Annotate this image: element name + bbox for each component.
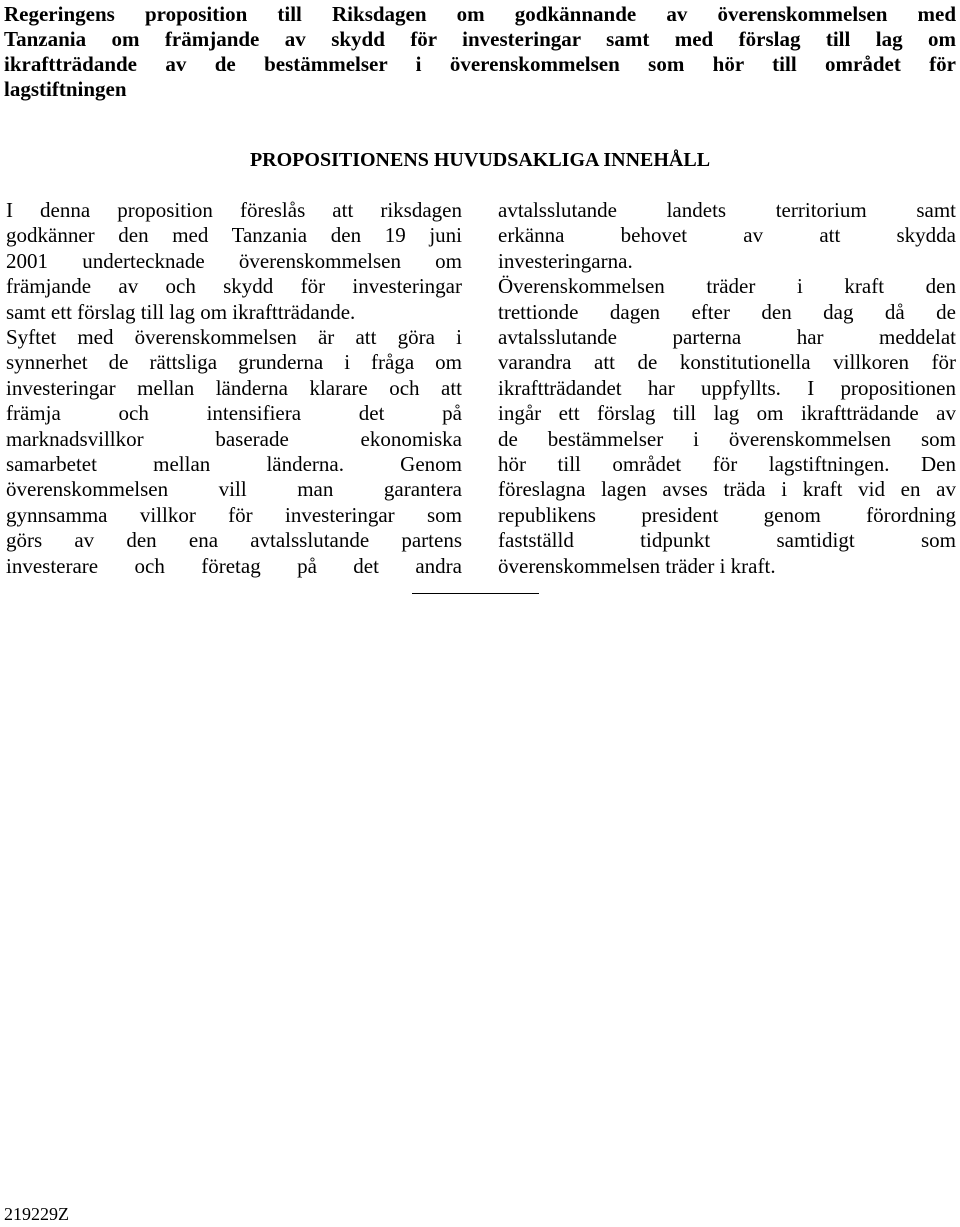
paragraph-line: ingår ett förslag till lag om ikraftträdande av [498, 401, 956, 426]
paragraph-line: Syftet med överenskommelsen är att göra i [6, 325, 462, 350]
title-line: ikraftträdande av de bestämmelser i överenskommelsen som hör till området för [4, 52, 956, 76]
paragraph-line: samarbetet mellan länderna. Genom [6, 452, 462, 477]
paragraph-line: främja och intensifiera det på [6, 401, 462, 426]
paragraph-line: ikraftträdandet har uppfyllts. I propositionen [498, 375, 956, 400]
paragraph-line: varandra att de konstitutionella villkoren för [498, 350, 956, 375]
paragraph-line: trettionde dagen efter den dag då de [498, 299, 956, 324]
paragraph-line: I denna proposition föreslås att riksdagen [6, 198, 462, 222]
paragraph-line: överenskommelsen träder i kraft. [498, 553, 776, 578]
paragraph-line: föreslagna lagen avses träda i kraft vid en av [498, 477, 956, 502]
paragraph-line: främjande av och skydd för investeringar [6, 274, 462, 299]
paragraph-line: görs av den ena avtalsslutande partens [6, 528, 462, 553]
title-line: lagstiftningen [4, 77, 127, 101]
paragraph-line: de bestämmelser i överenskommelsen som [498, 426, 956, 451]
title-line: Regeringens proposition till Riksdagen om godkännande av överenskommelsen med [4, 2, 956, 26]
paragraph-line: investeringarna. [498, 248, 633, 273]
section-heading-text: PROPOSITIONENS HUVUDSAKLIGA INNEHÅLL [249, 149, 711, 171]
paragraph-line: investerare och företag på det andra [6, 553, 462, 578]
paragraph-line: republikens president genom förordning [498, 502, 956, 527]
paragraph-line: fastställd tidpunkt samtidigt som [498, 528, 956, 553]
paragraph-line: synnerhet de rättsliga grunderna i fråga om [6, 350, 462, 375]
document-title [4, 2, 956, 102]
paragraph-line: 2001 undertecknade överenskommelsen om [6, 248, 462, 273]
paragraph-line: marknadsvillkor baserade ekonomiska [6, 426, 462, 451]
paragraph-line: Överenskommelsen träder i kraft den [498, 274, 956, 299]
section-heading [0, 148, 960, 172]
document-code: 219229Z [4, 1204, 69, 1224]
paragraph-line: hör till området för lagstiftningen. Den [498, 452, 956, 477]
paragraph-line: godkänner den med Tanzania den 19 juni [6, 223, 462, 248]
title-line: Tanzania om främjande av skydd för investeringar samt med förslag till lag om [4, 27, 956, 51]
paragraph-line: erkänna behovet av att skydda [498, 223, 956, 248]
section-divider [412, 593, 539, 594]
paragraph-line: samt ett förslag till lag om ikraftträdande. [6, 299, 356, 324]
paragraph-line: avtalsslutande landets territorium samt [498, 198, 956, 222]
paragraph-line: avtalsslutande parterna har meddelat [498, 325, 956, 350]
left-column [6, 198, 462, 579]
right-column [498, 198, 956, 579]
paragraph-line: investeringar mellan länderna klarare och att [6, 375, 462, 400]
paragraph-line: gynnsamma villkor för investeringar som [6, 502, 462, 527]
paragraph-line: överenskommelsen vill man garantera [6, 477, 462, 502]
